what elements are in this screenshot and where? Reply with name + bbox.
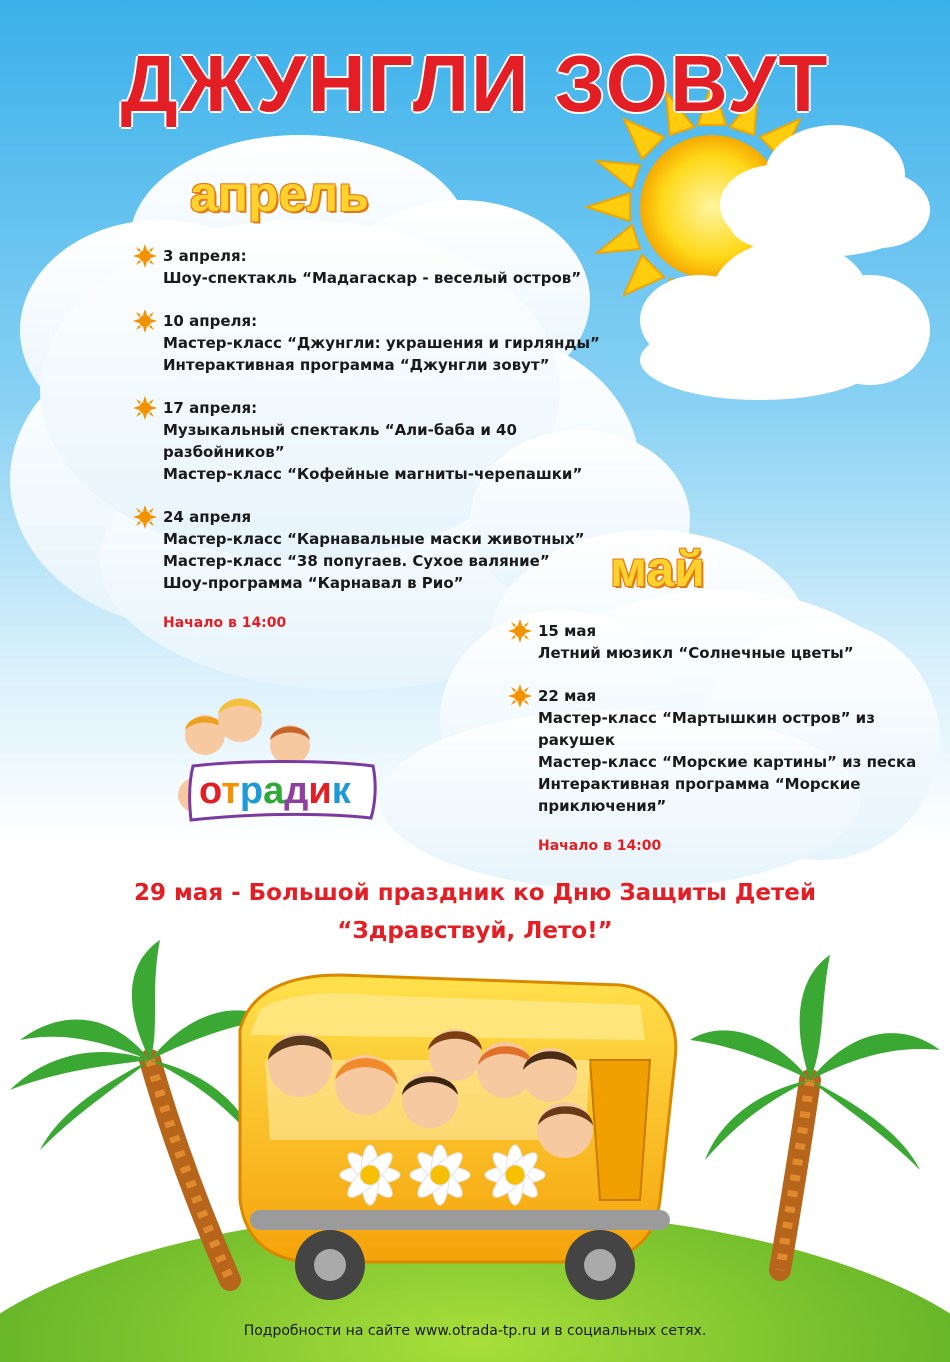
event-line: Мастер-класс “Джунгли: украшения и гирлянды” xyxy=(163,334,600,352)
sun-bullet-icon xyxy=(133,505,157,529)
may-events xyxy=(538,620,938,854)
event-date: 22 мая xyxy=(538,687,597,705)
event-line: Мастер-класс “38 попугаев. Сухое валяние” xyxy=(163,552,550,570)
logo-letter: о xyxy=(199,770,222,812)
event-may-15 xyxy=(538,620,938,664)
event-line: Мастер-класс “Кофейные магниты-черепашки” xyxy=(163,465,583,483)
april-start-time: Начало в 14:00 xyxy=(163,615,287,631)
event-april-3 xyxy=(163,245,613,289)
april-events xyxy=(163,245,613,631)
event-line: Интерактивная программа “Джунгли зовут” xyxy=(163,356,550,374)
small-cloud-top xyxy=(720,125,930,257)
celebration-line-2: “Здравствуй, Лето!” xyxy=(337,918,613,944)
event-date: 17 апреля: xyxy=(163,399,258,417)
event-line: Мастер-класс “Карнавальные маски животных” xyxy=(163,530,585,548)
sun-bullet-icon xyxy=(508,684,532,708)
event-line: Шоу-спектакль “Мадагаскар - веселый остров” xyxy=(163,269,582,287)
event-date: 24 апреля xyxy=(163,508,252,526)
logo-letter: к xyxy=(331,770,351,812)
event-line: Музыкальный спектакль “Али-баба и 40 xyxy=(163,421,517,439)
event-line: Интерактивная программа “Морские xyxy=(538,775,861,793)
may-heading: май xyxy=(610,541,705,597)
event-date: 10 апреля: xyxy=(163,312,258,330)
may-start-time: Начало в 14:00 xyxy=(538,838,662,854)
celebration-line-1: 29 мая - Большой праздник ко Дню Защиты Детей xyxy=(133,880,816,906)
logo-letter: т xyxy=(221,770,240,812)
event-line: Мастер-класс “Морские картины” из песка xyxy=(538,753,917,771)
event-line: Летний мюзикл “Солнечные цветы” xyxy=(538,644,854,662)
footer-info: Подробности на сайте www.otrada-tp.ru и в социальных сетях. xyxy=(243,1323,707,1339)
poster-title: ДЖУНГЛИ ЗОВУТ xyxy=(120,39,830,128)
event-april-10 xyxy=(163,310,613,376)
event-date: 3 апреля: xyxy=(163,247,247,265)
logo-letter: и xyxy=(308,770,332,812)
event-line: приключения” xyxy=(538,797,667,815)
event-may-22 xyxy=(538,685,938,817)
event-april-24 xyxy=(163,506,613,594)
sun-bullet-icon xyxy=(133,396,157,420)
palm-tree-right xyxy=(690,955,940,1270)
sun-bullet-icon xyxy=(133,244,157,268)
sun-bullet-icon xyxy=(508,619,532,643)
logo-letter: а xyxy=(263,770,285,812)
event-date: 15 мая xyxy=(538,622,597,640)
sun-bullet-icon xyxy=(133,309,157,333)
april-heading: апрель xyxy=(190,166,369,222)
event-line: разбойников” xyxy=(163,443,285,461)
logo-text xyxy=(199,770,351,813)
event-line: Шоу-программа “Карнавал в Рио” xyxy=(163,574,464,592)
logo-letter: р xyxy=(239,770,264,812)
bus-illustration xyxy=(240,975,676,1300)
otradik-logo xyxy=(185,760,380,822)
event-line: Мастер-класс “Мартышкин остров” из ракушек xyxy=(538,709,875,749)
event-april-17 xyxy=(163,397,613,485)
logo-letter: д xyxy=(284,770,309,812)
palm-tree-left xyxy=(10,940,270,1280)
